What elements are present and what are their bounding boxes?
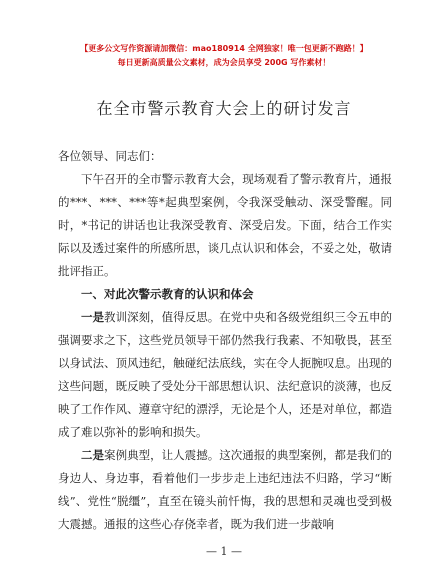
point-2-text: 案例典型，让人震撼。这次通报的典型案例，都是我们的身边人、身边事，看着他们一步步走上违纪违法不归路，学习“断线”、党性“脱缰”，直至在镜头前忏悔，我的思想和灵魂也受到极大震撼。通报的这些心存侥幸者，既为我们进一步敲响 (58, 448, 393, 531)
salutation: 各位领导、同志们： (58, 149, 162, 163)
document-body (58, 145, 392, 536)
promo-banner (0, 42, 448, 70)
paragraph-point-2 (58, 444, 392, 536)
paragraph-intro: 下午召开的全市警示教育大会，现场观看了警示教育片，通报的***、***、***等*起典型案例，令我深受触动、深受警醒。同时，*书记的讲话也让我深受教育、深受启发。下面，结合工作实际以及透过案件的所感所思，谈几点认识和体会，不妥之处，敬请批评指正。 (58, 172, 392, 278)
point-1-text: 教训深刻，值得反思。在党中央和各级党组织三令五申的强调要求之下，这些党员领导干部仍然我行我素、不知敬畏，甚至以身试法、顶风违纪，触碰纪法底线，实在令人扼腕叹息。出现的这些问题，既反映了受处分干部思想认识、法纪意识的淡薄，也反映了工作作风、遵章守纪的漂浮，无论是个人，还是对单位，都造成了难以弥补的影响和损失。 (58, 310, 393, 439)
section-heading-1: 一、对此次警示教育的认识和体会 (81, 287, 254, 301)
document-title: 在全市警示教育大会上的研讨发言 (96, 99, 352, 118)
page-number: — 1 — (206, 545, 242, 558)
point-2-lead: 二是 (81, 448, 105, 462)
promo-banner-line-2: 每日更新高质量公文素材，成为会员享受 200G 写作素材！ (117, 58, 331, 67)
promo-banner-line-1: 【更多公文写作资源请加微信：mao180914 全网独家！唯一包更新不跑路！】 (80, 44, 368, 53)
point-1-lead: 一是 (81, 310, 105, 324)
paragraph-point-1 (58, 306, 392, 444)
